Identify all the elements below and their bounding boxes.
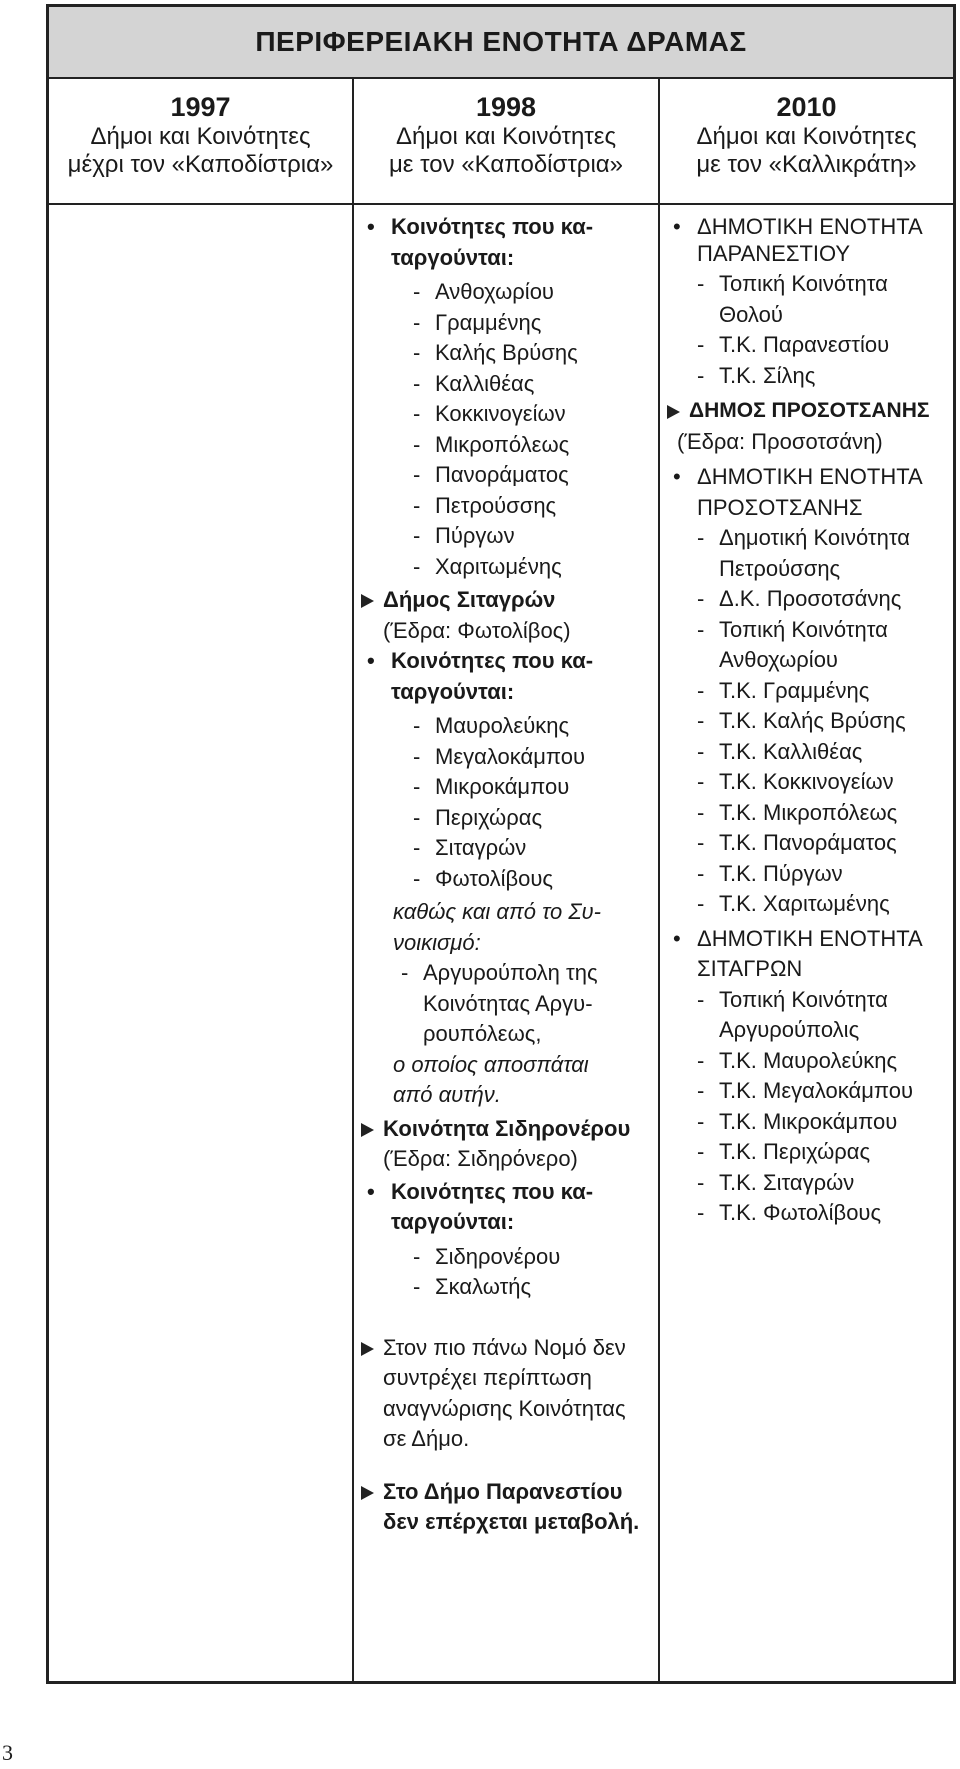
abolished-heading: ταργούνται: bbox=[391, 1209, 515, 1234]
list-item: - Καλής Βρύσης bbox=[413, 340, 578, 365]
header-line: με τον «Καλλικράτη» bbox=[696, 151, 917, 178]
municipality-heading: Δήμος Σιταγρών bbox=[361, 585, 657, 616]
list-item: - Τ.Κ. Μικροπόλεως bbox=[697, 799, 898, 825]
list-item: - Τ.Κ. Σίλης bbox=[697, 362, 816, 388]
list-item: - Καλλιθέας bbox=[413, 370, 535, 396]
list-item: - Πύργων bbox=[413, 523, 515, 548]
header-line: Δήμοι και Κοινότητες bbox=[395, 123, 617, 150]
header-1998 bbox=[354, 79, 658, 203]
list-item: - Τ.Κ. Πανοράματος bbox=[697, 830, 897, 855]
abolished-heading: • Κοινότητες που κα- bbox=[361, 212, 657, 243]
list-item: - Τοπική Κοινότητα bbox=[697, 271, 888, 296]
header-line: Δήμοι και Κοινότητες bbox=[696, 123, 917, 150]
list-item: - Τοπική Κοινότητα bbox=[697, 986, 888, 1012]
list-item: - Δημοτική Κοινότητα bbox=[697, 525, 910, 550]
abolished-heading: • Κοινότητες που κα- bbox=[361, 1177, 657, 1208]
note-line: δεν επέρχεται μεταβολή. bbox=[383, 1509, 640, 1534]
list-item: - Τ.Κ. Γραμμένης bbox=[697, 677, 870, 703]
note-italic: καθώς και από το Συ- bbox=[393, 899, 601, 924]
list-item: - Πετρούσσης bbox=[413, 492, 557, 518]
list-item: - Ανθοχωρίου bbox=[413, 279, 554, 304]
abolished-heading: • Κοινότητες που κα- bbox=[361, 646, 657, 677]
list-item: - Γραμμένης bbox=[413, 309, 542, 335]
list-item: - Μικροκάμπου bbox=[413, 774, 570, 799]
municipality-seat: (Έδρα: Προσοτσάνη) bbox=[677, 428, 883, 454]
note-line: σε Δήμο. bbox=[383, 1426, 470, 1451]
list-item: - Τ.Κ. Καλής Βρύσης bbox=[697, 708, 906, 733]
unit-heading: • ΔΗΜΟΤΙΚΗ ΕΝΟΤΗΤΑ bbox=[667, 924, 955, 955]
header-2010 bbox=[660, 79, 953, 203]
list-item-cont: Κοινότητας Αργυ- bbox=[423, 990, 593, 1016]
note-paragraph: Στον πιο πάνω Νομό δεν bbox=[361, 1333, 657, 1364]
list-item: - Τ.Κ. Περιχώρας bbox=[697, 1139, 871, 1164]
note-italic: νοικισμό: bbox=[393, 929, 481, 955]
header-year: 1998 bbox=[475, 92, 537, 122]
unit-heading: ΠΑΡΑΝΕΣΤΙΟΥ bbox=[697, 240, 851, 266]
unit-heading: • ΔΗΜΟΤΙΚΗ ΕΝΟΤΗΤΑ bbox=[667, 212, 955, 243]
list-item: - Τ.Κ. Πύργων bbox=[697, 860, 843, 886]
list-item: - Τ.Κ. Παρανεστίου bbox=[697, 332, 890, 357]
unit-heading: ΣΙΤΑΓΡΩΝ bbox=[697, 956, 803, 981]
header-line: με τον «Καποδίστρια» bbox=[388, 151, 624, 178]
header-line: μέχρι τον «Καποδίστρια» bbox=[67, 151, 334, 178]
list-item: - Τ.Κ. Μικροκάμπου bbox=[697, 1108, 898, 1134]
column-1998 bbox=[361, 205, 657, 1538]
list-item: - Τ.Κ. Μεγαλοκάμπου bbox=[697, 1078, 914, 1103]
municipality-heading: ΔΗΜΟΣ ΠΡΟΣΟΤΣΑΝΗΣ bbox=[667, 396, 955, 427]
note-paragraph: Στο Δήμο Παρανεστίου bbox=[361, 1477, 657, 1508]
list-item: - Τ.Κ. Χαριτωμένης bbox=[697, 891, 890, 916]
page-number: 3 bbox=[2, 1740, 13, 1765]
list-item-cont: Πετρούσσης bbox=[719, 555, 841, 581]
header-year: 1997 bbox=[170, 92, 231, 122]
list-item: - Δ.Κ. Προσοτσάνης bbox=[697, 586, 902, 611]
list-item: - Τ.Κ. Καλλιθέας bbox=[697, 738, 863, 764]
header-row bbox=[49, 79, 953, 205]
list-item: - Μαυρολεύκης bbox=[413, 713, 570, 738]
list-item: - Τ.Κ. Κοκκινογείων bbox=[697, 769, 894, 794]
list-item: - Σιταγρών bbox=[413, 835, 527, 860]
list-item-cont: ρουπόλεως, bbox=[423, 1021, 542, 1046]
abolished-heading: ταργούνται: bbox=[391, 678, 515, 704]
municipality-seat: (Έδρα: Σιδηρόνερο) bbox=[383, 1146, 578, 1171]
list-item: - Σιδηρονέρου bbox=[413, 1243, 561, 1269]
list-item: - Φωτολίβους bbox=[413, 865, 554, 891]
unit-heading: ΠΡΟΣΟΤΣΑΝΗΣ bbox=[697, 494, 863, 520]
column-2010 bbox=[667, 205, 955, 1229]
list-item: - Τοπική Κοινότητα bbox=[697, 616, 888, 642]
table-title: ΠΕΡΙΦΕΡΕΙΑΚΗ ΕΝΟΤΗΤΑ ΔΡΑΜΑΣ bbox=[49, 7, 953, 79]
list-item: - Τ.Κ. Φωτολίβους bbox=[697, 1200, 882, 1225]
header-line: Δήμοι και Κοινότητες bbox=[90, 123, 311, 150]
municipality-heading: Κοινότητα Σιδηρονέρου bbox=[361, 1114, 657, 1145]
list-item: - Χαριτωμένης bbox=[413, 553, 562, 579]
note-line: αναγνώρισης Κοινότητας bbox=[383, 1395, 626, 1421]
list-item-cont: Ανθοχωρίου bbox=[719, 647, 838, 672]
list-item: - Κοκκινογείων bbox=[413, 401, 566, 426]
list-item: - Σκαλωτής bbox=[413, 1274, 532, 1299]
column-divider bbox=[658, 79, 660, 1681]
unit-heading: • ΔΗΜΟΤΙΚΗ ΕΝΟΤΗΤΑ bbox=[667, 462, 955, 493]
list-item-cont: Αργυρούπολις bbox=[719, 1017, 860, 1042]
list-item: - Τ.Κ. Μαυρολεύκης bbox=[697, 1047, 898, 1073]
list-item: - Μεγαλοκάμπου bbox=[413, 743, 586, 769]
note-line: συντρέχει περίπτωση bbox=[383, 1365, 592, 1390]
note-italic: από αυτήν. bbox=[393, 1082, 501, 1107]
municipality-seat: (Έδρα: Φωτολίβος) bbox=[383, 617, 571, 643]
list-item-cont: Θολού bbox=[719, 301, 783, 327]
list-item: - Μικροπόλεως bbox=[413, 431, 570, 457]
list-item: - Περιχώρας bbox=[413, 804, 543, 830]
list-item: - Πανοράματος bbox=[413, 462, 569, 487]
abolished-heading: ταργούνται: bbox=[391, 244, 515, 270]
column-divider bbox=[352, 79, 354, 1681]
header-1997 bbox=[49, 79, 352, 203]
main-table bbox=[46, 4, 956, 1684]
header-year: 2010 bbox=[776, 92, 837, 122]
list-item: - Τ.Κ. Σιταγρών bbox=[697, 1169, 855, 1195]
list-item: - Αργυρούπολη της bbox=[401, 960, 598, 985]
note-italic: ο οποίος αποσπάται bbox=[393, 1051, 589, 1077]
